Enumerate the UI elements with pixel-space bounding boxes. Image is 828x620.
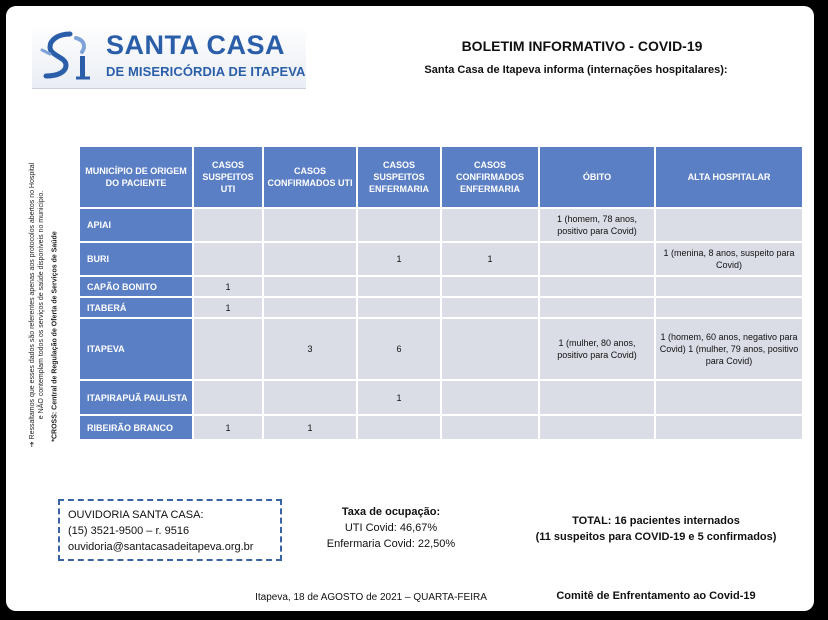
table-cell: [264, 243, 356, 275]
table-cell: [194, 209, 262, 241]
table-cell: 1: [264, 416, 356, 439]
table-row: [80, 381, 802, 414]
header-alta-hospitalar: ALTA HOSPITALAR: [656, 147, 802, 207]
table-row: [80, 319, 802, 379]
occupancy-uti: UTI Covid: 46,67%: [344, 522, 438, 534]
table-cell: [442, 277, 538, 296]
total-line-2: (11 suspeitos para COVID-19 e 5 confirmados): [535, 531, 777, 543]
table-row: [80, 416, 802, 439]
table-cell: [540, 298, 654, 317]
table-cell: 1 (homem, 60 anos, negativo para Covid) 1 (mulher, 79 anos, positivo para Covid): [656, 319, 802, 379]
table-cell: [358, 277, 440, 296]
header-municipio: MUNICÍPIO DE ORIGEM DO PACIENTE: [80, 147, 192, 207]
header-suspeitos-uti: CASOS SUSPEITOS UTI: [194, 147, 262, 207]
table-cell: [194, 381, 262, 414]
table-cell: [264, 381, 356, 414]
logo-title: SANTA CASA: [106, 30, 285, 60]
table-cell: [194, 243, 262, 275]
committee-signature: Comitê de Enfrentamento ao Covid-19: [556, 590, 756, 602]
total-summary: [506, 513, 806, 545]
bulletin-date: Itapeva, 18 de AGOSTO de 2021 – QUARTA-FEIRA: [255, 592, 487, 603]
logo-subtitle: DE MISERICÓRDIA DE ITAPEVA: [106, 64, 306, 79]
table-cell: [442, 209, 538, 241]
table-row: [80, 209, 802, 241]
table-cell: [442, 319, 538, 379]
cases-table: [78, 145, 804, 441]
table-cell: [194, 319, 262, 379]
table-row: [80, 243, 802, 275]
header-confirmados-enfermaria: CASOS CONFIRMADOS ENFERMARIA: [442, 147, 538, 207]
table-cell: 1: [194, 416, 262, 439]
occupancy-enfermaria: Enfermaria Covid: 22,50%: [326, 538, 456, 550]
table-cell: 1: [442, 243, 538, 275]
municipio-cell: ITAPEVA: [80, 319, 192, 379]
header-suspeitos-enfermaria: CASOS SUSPEITOS ENFERMARIA: [358, 147, 440, 207]
table-cell: [442, 416, 538, 439]
table-cell: [656, 298, 802, 317]
table-cell: 1: [194, 277, 262, 296]
table-cell: [358, 416, 440, 439]
table-cell: [264, 209, 356, 241]
municipio-cell: APIAI: [80, 209, 192, 241]
municipio-cell: ITAPIRAPUÃ PAULISTA: [80, 381, 192, 414]
side-note-disclaimer: [28, 115, 46, 495]
table-cell: [656, 416, 802, 439]
total-line-1: TOTAL: 16 pacientes internados: [572, 515, 740, 527]
municipio-cell: ITABERÁ: [80, 298, 192, 317]
table-cell: 1: [194, 298, 262, 317]
side-note-cross: *CROSS: Central de Regulação de Oferta de Serviços de Saúde: [51, 231, 59, 442]
table-header-row: [80, 147, 802, 207]
table-cell: 3: [264, 319, 356, 379]
table-row: [80, 298, 802, 317]
municipio-cell: CAPÃO BONITO: [80, 277, 192, 296]
table-cell: [656, 381, 802, 414]
table-cell: 1 (menina, 8 anos, suspeito para Covid): [656, 243, 802, 275]
header-confirmados-uti: CASOS CONFIRMADOS UTI: [264, 147, 356, 207]
table-cell: [442, 298, 538, 317]
side-note-line-1: ➔ Ressaltamos que esses dados são referentes apenas aos protocolos abertos no Hospital: [29, 162, 36, 448]
side-note-line-2: e NÃO contemplam todos os serviços de saúde disponíveis no município.: [38, 190, 45, 420]
bulletin-page: [6, 6, 814, 611]
table-row: [80, 277, 802, 296]
bulletin-title: BOLETIM INFORMATIVO - COVID-19: [461, 38, 703, 54]
table-cell: [264, 298, 356, 317]
occupancy-rate: [306, 504, 476, 552]
table-cell: 1 (homem, 78 anos, positivo para Covid): [540, 209, 654, 241]
ouvidoria-title: OUVIDORIA SANTA CASA:: [68, 509, 204, 521]
table-cell: [264, 277, 356, 296]
bulletin-subtitle: Santa Casa de Itapeva informa (internações hospitalares):: [424, 64, 728, 76]
ouvidoria-phone: (15) 3521-9500 – r. 9516: [68, 525, 190, 537]
header-obito: ÓBITO: [540, 147, 654, 207]
table-cell: [442, 381, 538, 414]
table-cell: [656, 209, 802, 241]
municipio-cell: RIBEIRÃO BRANCO: [80, 416, 192, 439]
table-cell: [540, 243, 654, 275]
occupancy-heading: Taxa de ocupação:: [341, 506, 441, 518]
table-cell: [540, 381, 654, 414]
ouvidoria-email: ouvidoria@santacasadeitapeva.org.br: [68, 541, 254, 553]
ouvidoria-box: [58, 499, 282, 561]
santa-casa-emblem-icon: [36, 30, 96, 84]
municipio-cell: BURI: [80, 243, 192, 275]
table-cell: 1: [358, 243, 440, 275]
table-cell: [358, 298, 440, 317]
table-cell: 1 (mulher, 80 anos, positivo para Covid): [540, 319, 654, 379]
table-cell: [540, 277, 654, 296]
table-cell: [656, 277, 802, 296]
santa-casa-logo: [32, 24, 306, 89]
table-cell: [540, 416, 654, 439]
table-cell: 6: [358, 319, 440, 379]
table-cell: [358, 209, 440, 241]
table-cell: 1: [358, 381, 440, 414]
